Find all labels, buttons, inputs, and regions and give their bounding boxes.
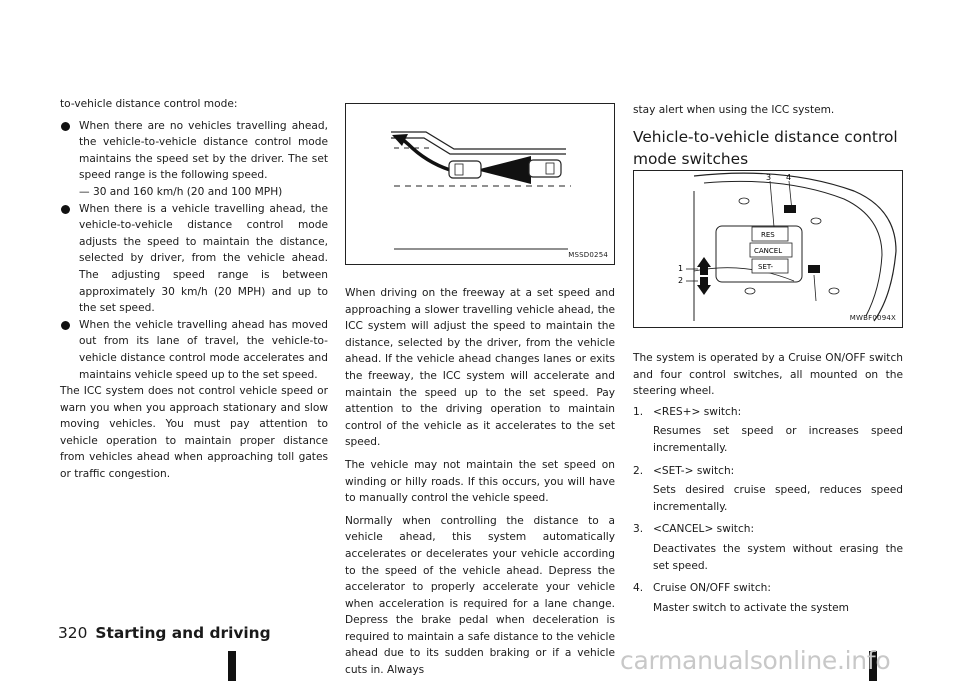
bullet-dot-icon: [61, 205, 70, 214]
item-description: Master switch to activate the system: [653, 601, 849, 614]
watermark: carmanualsonline.info: [620, 646, 891, 675]
bullet-item: [60, 118, 328, 184]
bullet-text: When the vehicle travelling ahead has moved out from its lane of travel, the vehicle-to-vehicle distance control mode accelerates and maintains vehicle speed up to the set speed.: [79, 318, 328, 381]
bullet-text: When there is a vehicle travelling ahead, the vehicle-to-vehicle distance control mode adjusts the speed to maintain the distance, selected by driver, from the vehicle ahead. The adjusting speed range is between approximately 30 km/h (20 MPH) and up to the set speed.: [79, 202, 328, 315]
intro-text: to-vehicle distance control mode:: [60, 98, 238, 110]
item-description: Resumes set speed or increases speed incrementally.: [653, 425, 903, 454]
callout-4: 4: [786, 173, 792, 182]
column-2: [345, 285, 615, 685]
switch-list-item: [633, 404, 903, 457]
section-title: Starting and driving: [95, 624, 271, 642]
res-label: RES: [761, 231, 775, 239]
bullet-dot-icon: [61, 122, 70, 131]
paragraph: The ICC system does not control vehicle speed or warn you when you approach stationary and slow moving vehicles. You must pay attention to vehicle operation to maintain proper distance from vehicles ahead when approaching toll gates or traffic congestion.: [60, 385, 328, 481]
bullet-text: When there are no vehicles travelling ahead, the vehicle-to-vehicle distance control mode maintains the speed set by the driver. The set speed range is the following speed.: [79, 119, 328, 182]
switch-list-item: [633, 521, 903, 574]
paragraph: The vehicle may not maintain the set speed on winding or hilly roads. If this occurs, you will have to manually control the vehicle speed.: [345, 458, 615, 505]
item-description: Sets desired cruise speed, reduces speed incrementally.: [653, 484, 903, 513]
freeway-illustration: [346, 104, 614, 264]
set-label: SET-: [758, 263, 774, 271]
cancel-label: CANCEL: [754, 247, 783, 255]
callout-2: 2: [678, 276, 684, 285]
binding-bar-left: [228, 651, 236, 681]
section-heading: Vehicle-to-vehicle distance control mode switches: [633, 128, 898, 168]
paragraph: When driving on the freeway at a set speed and approaching a slower travelling vehicle ahead, the ICC system will adjust the speed to maintain the distance, selected by the driver, from the vehicle ahead. If the vehicle ahead changes lanes or exits the freeway, the ICC system will accelerate and maintain the speed up to the set speed. Pay attention to the driving operation to maintain control of the vehicle as it accelerates to the set speed.: [345, 287, 615, 449]
bullet-dot-icon: [61, 321, 70, 330]
item-title: Cruise ON/OFF switch:: [653, 582, 771, 595]
column-3: [633, 350, 903, 622]
bullet-item: [60, 201, 328, 317]
page-footer: [58, 624, 271, 642]
speed-range: — 30 and 160 km/h (20 and 100 MPH): [79, 185, 283, 198]
intro-paragraph: The system is operated by a Cruise ON/OFF switch and four control switches, all mounted on the steering wheel.: [633, 352, 903, 398]
callout-3: 3: [766, 173, 772, 182]
item-number: 3.: [633, 523, 644, 536]
steering-wheel-illustration: [634, 171, 902, 327]
freeway-diagram: [345, 103, 615, 265]
switch-list-item: [633, 463, 903, 516]
item-title: <CANCEL> switch:: [653, 523, 755, 536]
paragraph: Normally when controlling the distance to a vehicle ahead, this system automatically accelerates or decelerates your vehicle according to the speed of the vehicle ahead. Depress the accelerator to properly accelerate your vehicle when acceleration is required for a lane change. Depress the brake pedal when deceleration is required to maintain a safe distance to the vehicle ahead due to its sudden braking or if a vehicle cuts in. Always: [345, 514, 615, 677]
steering-switch-diagram: [633, 170, 903, 328]
item-number: 2.: [633, 464, 644, 477]
figure-caption: MSSD0254: [568, 251, 608, 259]
item-number: 4.: [633, 582, 644, 595]
switch-list-item: [633, 580, 903, 616]
item-number: 1.: [633, 405, 644, 418]
column-1: [60, 96, 328, 489]
callout-1: 1: [678, 264, 684, 273]
bullet-item: [60, 317, 328, 383]
page-number: 320: [58, 624, 88, 642]
continued-text: stay alert when using the ICC system.: [633, 104, 835, 116]
figure-caption: MWBF0094X: [849, 314, 896, 322]
item-title: <SET-> switch:: [653, 464, 735, 477]
item-description: Deactivates the system without erasing the set speed.: [653, 542, 903, 572]
item-title: <RES+> switch:: [653, 405, 742, 418]
